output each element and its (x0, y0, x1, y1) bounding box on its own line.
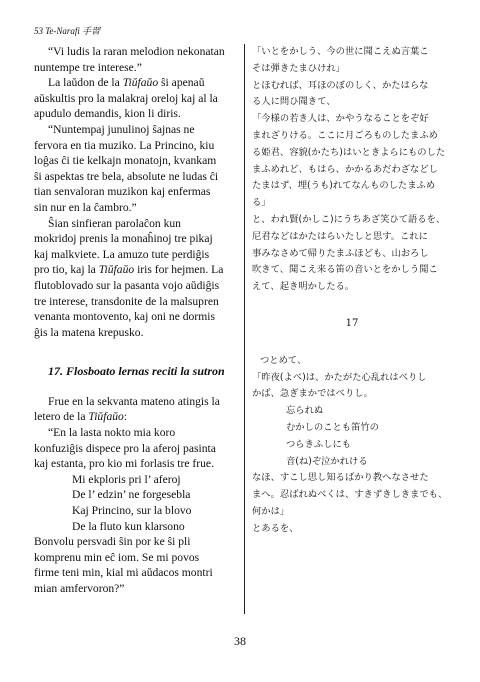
text-line: まへ。忍ばれぬべくは、すきずきしきまでも、 (252, 489, 448, 501)
text-line: flutoblovado sur la pasanta vojo aŭdiĝis (34, 278, 220, 292)
poem-line: De l’ edzin’ ne forgesebla (72, 488, 191, 502)
text-line: 「いとをかしう、今の世に聞こえぬ言葉こ (252, 46, 429, 57)
text-line: mokridoj prenis la monaĥinoj tre pikaj (34, 232, 213, 246)
text-line: 何かは」 (252, 505, 290, 517)
text-line: とあるを、 (252, 522, 299, 534)
poem-line: つらきふしにも (286, 438, 352, 450)
text-line: たまはず、埋(うも)れてなんものしたまふめ (252, 180, 436, 192)
text-line: “En la lasta nokto mia koro (48, 426, 176, 440)
text-line: firme teni min, kial mi aŭdacos montri (34, 566, 213, 580)
text-line: mian amfervoron?” (34, 582, 125, 595)
paragraph (34, 122, 238, 216)
japanese-column (252, 44, 452, 538)
text-line: る姫君、容貌(かたち)はいときよらにものした (252, 146, 446, 158)
text-line: Bonvolu persvadi ŝin por ke ŝi pli (34, 535, 191, 549)
text-line: aŭskultis pro la malakraj oreloj kaj al la (34, 91, 218, 105)
text-line: ĝis la matena krepusko. (34, 325, 144, 339)
section-heading: 17. Flosboato lernas reciti la sutron (48, 364, 225, 379)
text-line: えて、起き明かしたる。 (252, 281, 355, 293)
term-tiufauo: Tiŭfaŭo (122, 76, 159, 90)
text-line: る人に問ひ聞きて、 (252, 96, 336, 108)
text-line: つとめて、 (260, 354, 307, 366)
text-line: konfuziĝis dispece pro la aferoj pasinta (34, 441, 216, 455)
text-line: まふめれど、もはら、かかるあだわざなどし (252, 163, 438, 175)
poem-line: Kaj Princino, sur la blovo (72, 504, 192, 518)
text-line: nuntempe tre interese.” (34, 60, 142, 74)
poem-line: むかしのことも笛竹の (286, 421, 379, 433)
text-line: fervora en tia muziko. La Princino, kiu (34, 138, 215, 152)
paragraph (34, 394, 238, 425)
text-line: letero de la Tiŭfaŭo: (34, 410, 128, 424)
text-line: まれざりける。ここに月ごろものしたまふめ (252, 129, 438, 141)
text-line: Ŝian sinfieran parolaĉon kun (48, 216, 181, 230)
text-line: “Nuntempaj junulinoj ŝajnas ne (48, 122, 195, 136)
paragraph (34, 75, 238, 122)
text-line: La laŭdon de la Tiŭfaŭo ŝi apenaŭ (48, 76, 205, 90)
esperanto-column (34, 44, 238, 597)
term-tiufauo: Tiŭfaŭo (88, 410, 124, 424)
text-line: Frue en la sekvanta mateno atingis la (48, 394, 220, 408)
text-line: loĝas ĉi tie kelkajn monatojn, kvankam (34, 154, 217, 168)
paragraph (34, 534, 238, 596)
text-line: る」 (252, 197, 271, 209)
text-line: kaj estanta, pro kio mi forlasis tre frue. (34, 457, 214, 471)
text-line: tian senvaloran muzikon kaj enfermas (34, 185, 211, 199)
japanese-block (252, 44, 452, 296)
text-line: kaj malkviete. La amuzo tute perdiĝis (34, 247, 210, 261)
chapter-number: 17 (345, 317, 359, 329)
term-tiufauo: Tiŭfaŭo (98, 263, 135, 277)
poem (34, 472, 238, 534)
text-line: かば、急ぎまかではべりし。 (252, 388, 373, 400)
paragraph (34, 425, 238, 472)
text-line: 事みなさめて帰りたまふほども、山おろし (252, 247, 429, 259)
text-line: 尼君などはかたはらいたしと思す。これに (252, 230, 428, 242)
paragraph (34, 216, 238, 341)
text-line: apudulo demandis, kion li diris. (34, 107, 181, 121)
poem-line: 忘られぬ (286, 405, 324, 417)
japanese-poem (252, 403, 452, 470)
text-line: tre interese, transdonite de la malsupren (34, 294, 219, 308)
text-line: pro tio, kaj la Tiŭfaŭo iris for hejmen. La (34, 263, 224, 277)
column-divider (244, 44, 245, 614)
text-line: そは弾きたまひけれ」 (252, 62, 345, 74)
page-number: 38 (234, 634, 246, 648)
poem-line: Mi ekploris pri l’ aferoj (72, 472, 181, 486)
running-header: 53 Te-Narafi 手習 (34, 26, 101, 36)
text-line: sin nur en la ĉambro.” (34, 200, 137, 214)
text-line: ŝi aspektas tre bela, absolute ne ludas ĉi (34, 169, 219, 183)
text-line: とほむれば、耳ほのぼのしく、かたはらな (252, 79, 429, 91)
text-line: komprenu min eĉ iom. Se mi povos (34, 550, 200, 564)
text-line: 吹きて、聞こえ来る笛の音いとをかしう聞こ (252, 264, 438, 276)
text-line: venanta montovento, kaj oni ne dormis (34, 310, 215, 324)
poem-line: 音(ね)ぞ泣かれける (286, 455, 368, 467)
text-line: 「今様の若き人は、かやうなることをぞ好 (252, 113, 429, 125)
text-line: なほ、すこし思し知るばかり教へなさせた (252, 472, 429, 484)
poem-line: De la fluto kun klarsono (72, 519, 185, 533)
text-line: “Vi ludis la raran melodion nekonatan (48, 45, 225, 58)
japanese-block (252, 370, 452, 404)
paragraph (34, 44, 238, 75)
japanese-block (252, 470, 452, 537)
text-line: と、われ賢(かしこ)にうちあざ笑ひて語るを、 (252, 213, 446, 225)
text-line: 「昨夜(よべ)は、かたがた心乱れはべりし (252, 371, 427, 383)
